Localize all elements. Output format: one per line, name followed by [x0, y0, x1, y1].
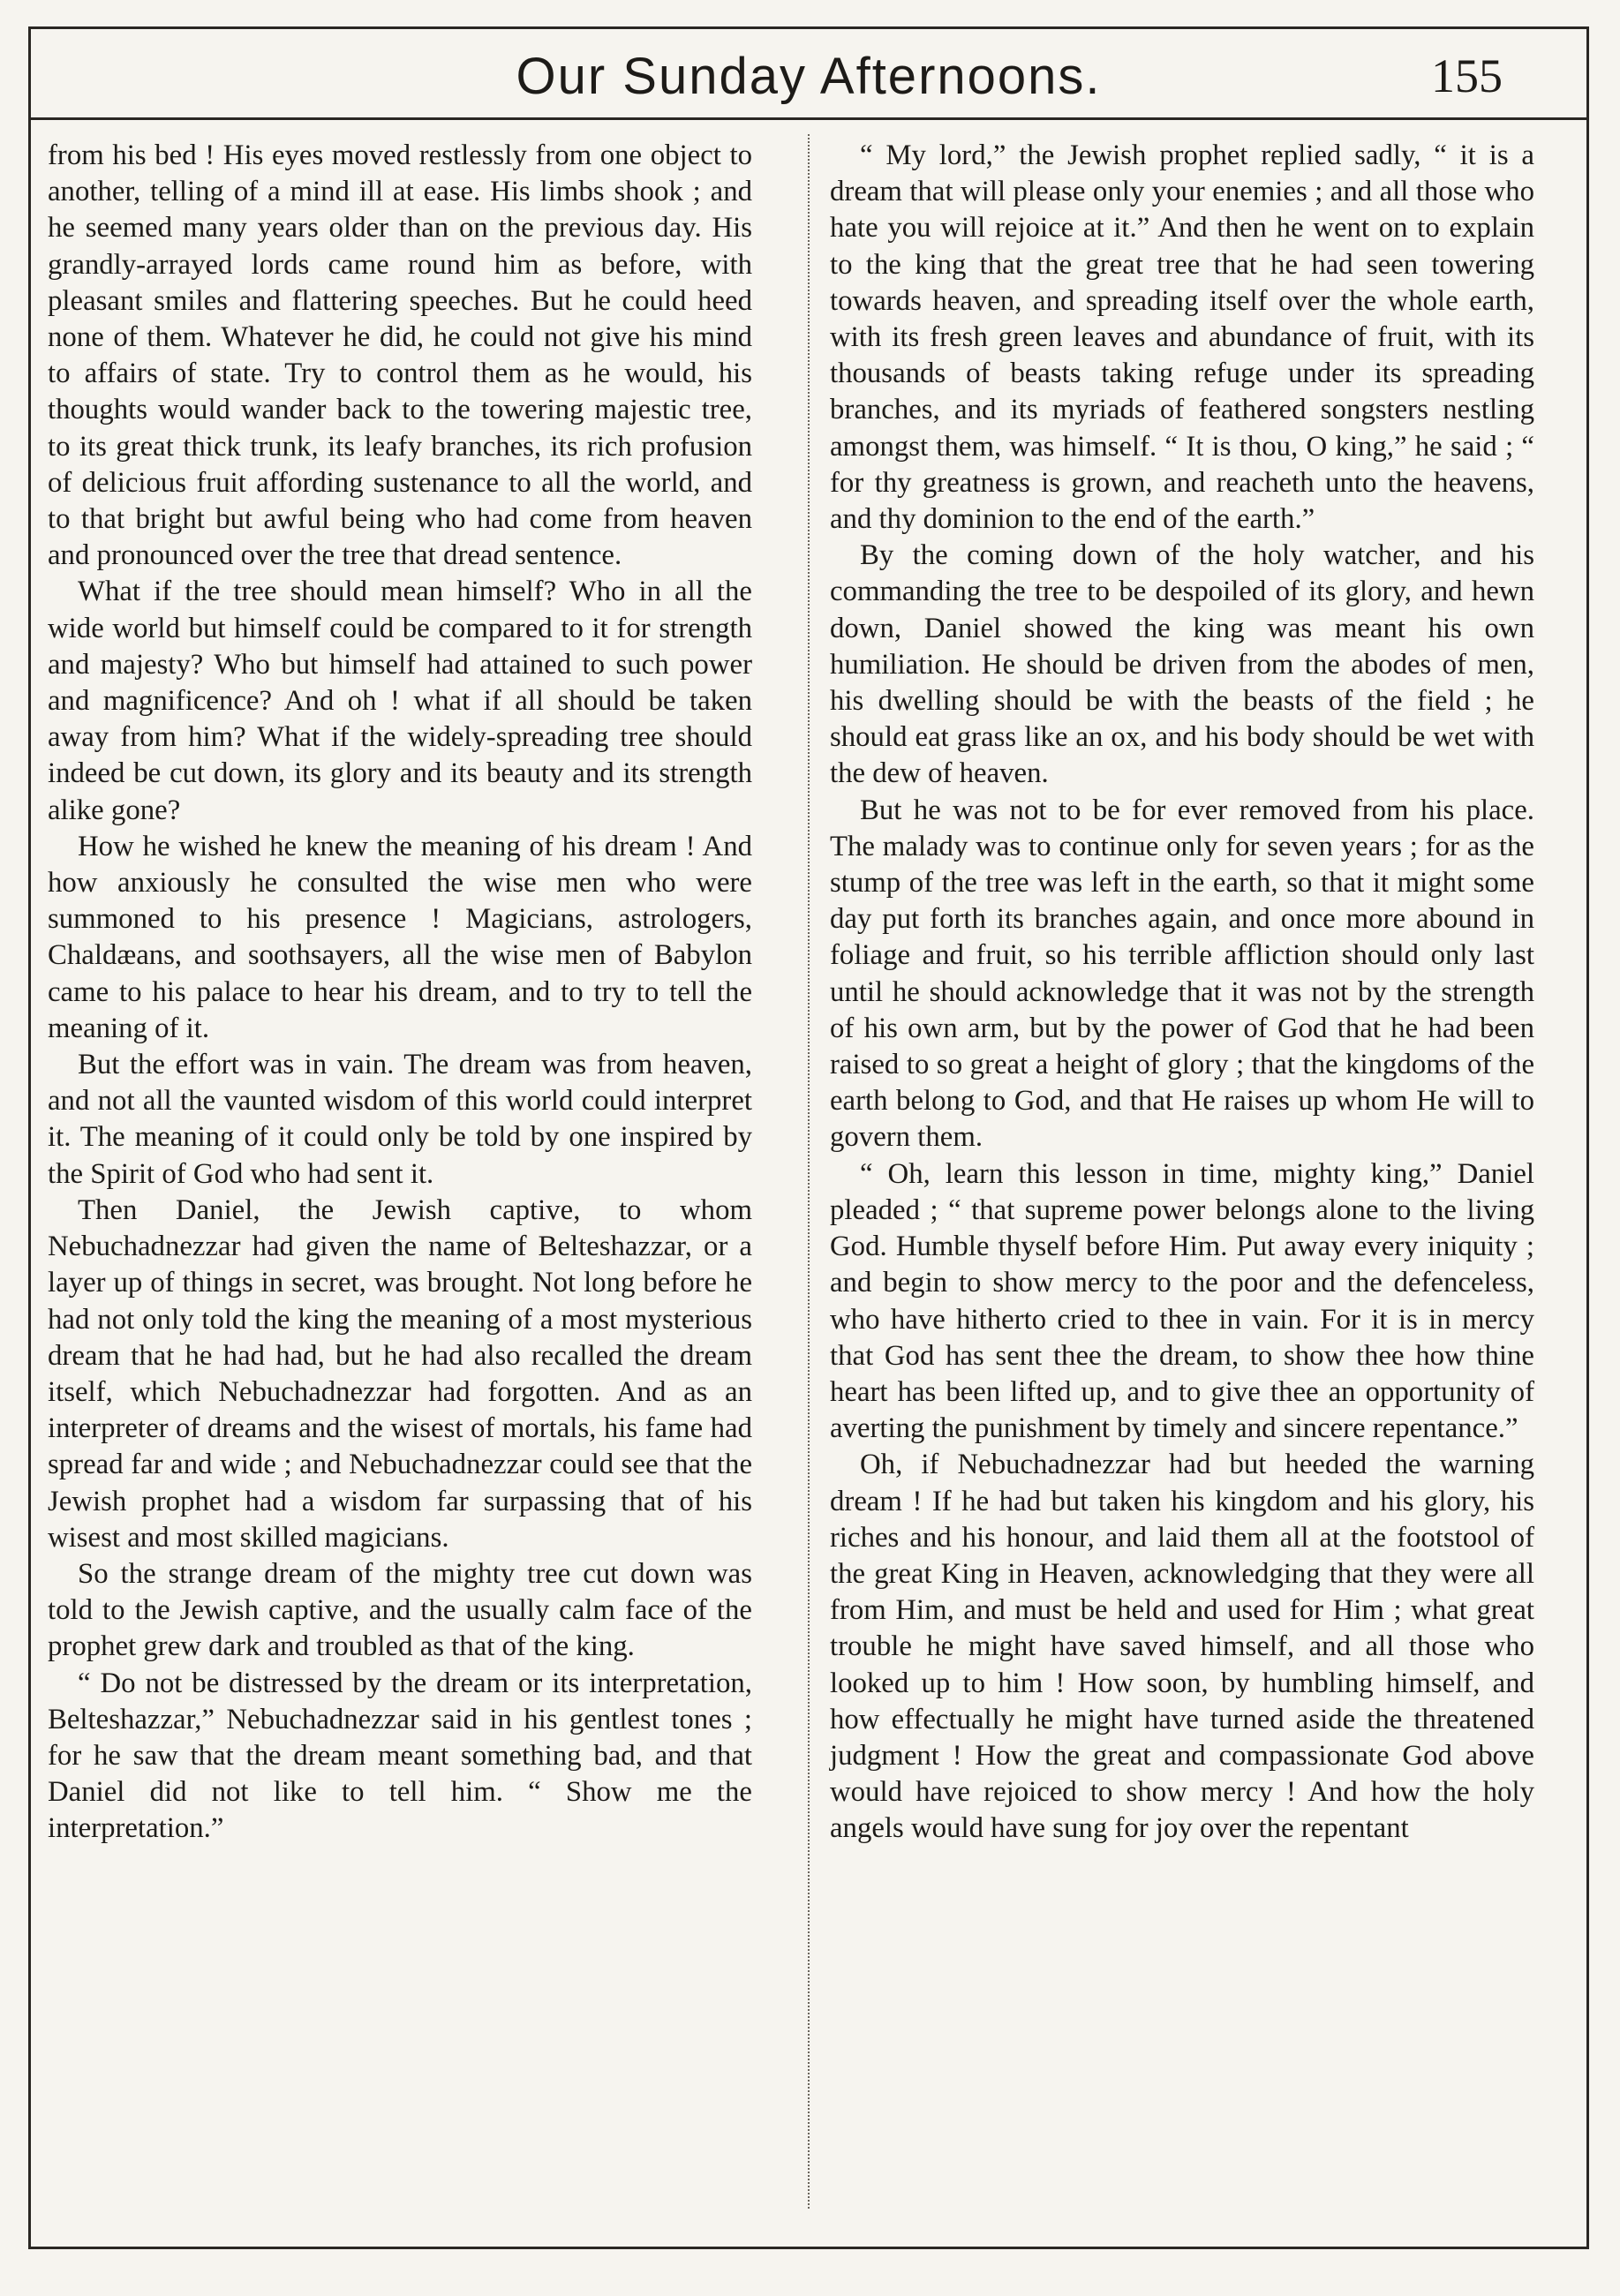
right-column: [830, 138, 1534, 1848]
paragraph: “ My lord,” the Jewish prophet replied sadly, “ it is a dream that will please only your enemies ; and all those who hate you will rejoice at it.” And then he went on to explain to the king that the great tree that he had seen towering towards heaven, and spreading itself over the whole earth, with its fresh green leaves and abundance of fruit, with its thousands of beasts taking refuge under its spreading branches, and its myriads of feathered songsters nestling amongst them, was himself. “ It is thou, O king,” he said ; “ for thy greatness is grown, and reacheth unto the heavens, and thy dominion to the end of the earth.”: [830, 139, 1534, 536]
paragraph: Oh, if Nebuchadnezzar had but heeded the warning dream ! If he had but taken his kingdom and his glory, his riches and his honour, and laid them all at the footstool of the great King in Heaven, acknowledging that they were all from Him, and must be held and used for Him ; what great trouble he might have saved himself, and all those who looked up to him ! How soon, by humbling himself, and how effectually he might have turned aside the threatened judgment ! How the great and compassionate God above would have rejoiced to show mercy ! And how the holy angels would have sung for joy over the repentant: [830, 1449, 1534, 1845]
paragraph: “ Oh, learn this lesson in time, mighty king,” Daniel pleaded ; “ that supreme power belongs alone to the living God. Humble thyself before Him. Put away every iniquity ; and begin to show mercy to the poor and the defenceless, who have hitherto cried to thee in vain. For it is in mercy that God has sent thee the dream, to show thee how thine heart has been lifted up, and to give thee an opportunity of averting the punishment by timely and sincere repentance.”: [830, 1157, 1534, 1445]
paragraph: But the effort was in vain. The dream was from heaven, and not all the vaunted wisdom of this world could interpret it. The meaning of it could only be told by one inspired by the Spirit of God who had sent it.: [48, 1049, 752, 1190]
running-header: [31, 29, 1586, 120]
magazine-title: Our Sunday Afternoons.: [516, 48, 1102, 105]
paragraph: “ Do not be distressed by the dream or its interpretation, Belteshazzar,” Nebuchadnezzar said in his gentlest tones ; for he saw that the dream meant something bad, and that Daniel did not like to tell him. “ Show me the interpretation.”: [48, 1667, 752, 1845]
paragraph: from his bed ! His eyes moved restlessly from one object to another, telling of a mind ill at ease. His limbs shook ; and he seemed many years older than on the previous day. His grandly-arrayed lords came round him as before, with pleasant smiles and flattering speeches. But he could heed none of them. Whatever he did, he could not give his mind to affairs of state. Try to control them as he would, his thoughts would wander back to the towering majestic tree, to its great thick trunk, its leafy branches, its rich profusion of delicious fruit affording sustenance to all the world, and to that bright but awful being who had come from heaven and pronounced over the tree that dread sentence.: [48, 139, 752, 572]
paragraph: What if the tree should mean himself? Who in all the wide world but himself could be compared to it for strength and majesty? Who but himself had attained to such power and magnificence? And oh ! what if all should be taken away from him? What if the widely-spreading tree should indeed be cut down, its glory and its beauty and its strength alike gone?: [48, 576, 752, 826]
page-number: 155: [1431, 49, 1503, 102]
paragraph: So the strange dream of the mighty tree cut down was told to the Jewish captive, and the usually calm face of the prophet grew dark and troubled as that of the king.: [48, 1557, 752, 1663]
paragraph: By the coming down of the holy watcher, and his commanding the tree to be despoiled of its glory, and hewn down, Daniel showed the king was meant his own humiliation. He should be driven from the abodes of men, his dwelling should be with the beasts of the field ; he should eat grass like an ox, and his body should be wet with the dew of heaven.: [830, 539, 1534, 790]
paragraph: Then Daniel, the Jewish captive, to whom Nebuchadnezzar had given the name of Belteshazzar, or a layer up of things in secret, was brought. Not long before he had not only told the king the meaning of a most mysterious dream that he had had, but he had also recalled the dream itself, which Nebuchadnezzar had forgotten. And as an interpreter of dreams and the wisest of mortals, his fame had spread far and wide ; and Nebuchadnezzar could see that the Jewish prophet had a wisdom far surpassing that of his wisest and most skilled magicians.: [48, 1193, 752, 1554]
paragraph: But he was not to be for ever removed from his place. The malady was to continue only for seven years ; for as the stump of the tree was left in the earth, so that it might some day put forth its branches again, and once more abound in foliage and fruit, so his terrible affliction should only last until he should acknowledge that it was not by the strength of his own arm, but by the power of God that he had been raised to so great a height of glory ; that the kingdoms of the earth belong to God, and that He raises up whom He will to govern them.: [830, 794, 1534, 1154]
paragraph: How he wished he knew the meaning of his dream ! And how anxiously he consulted the wise men who were summoned to his presence ! Magicians, astrologers, Chaldæans, and soothsayers, all the wise men of Babylon came to his palace to hear his dream, and to try to tell the meaning of it.: [48, 830, 752, 1044]
left-column: [48, 138, 752, 1848]
column-divider: [808, 134, 810, 2209]
